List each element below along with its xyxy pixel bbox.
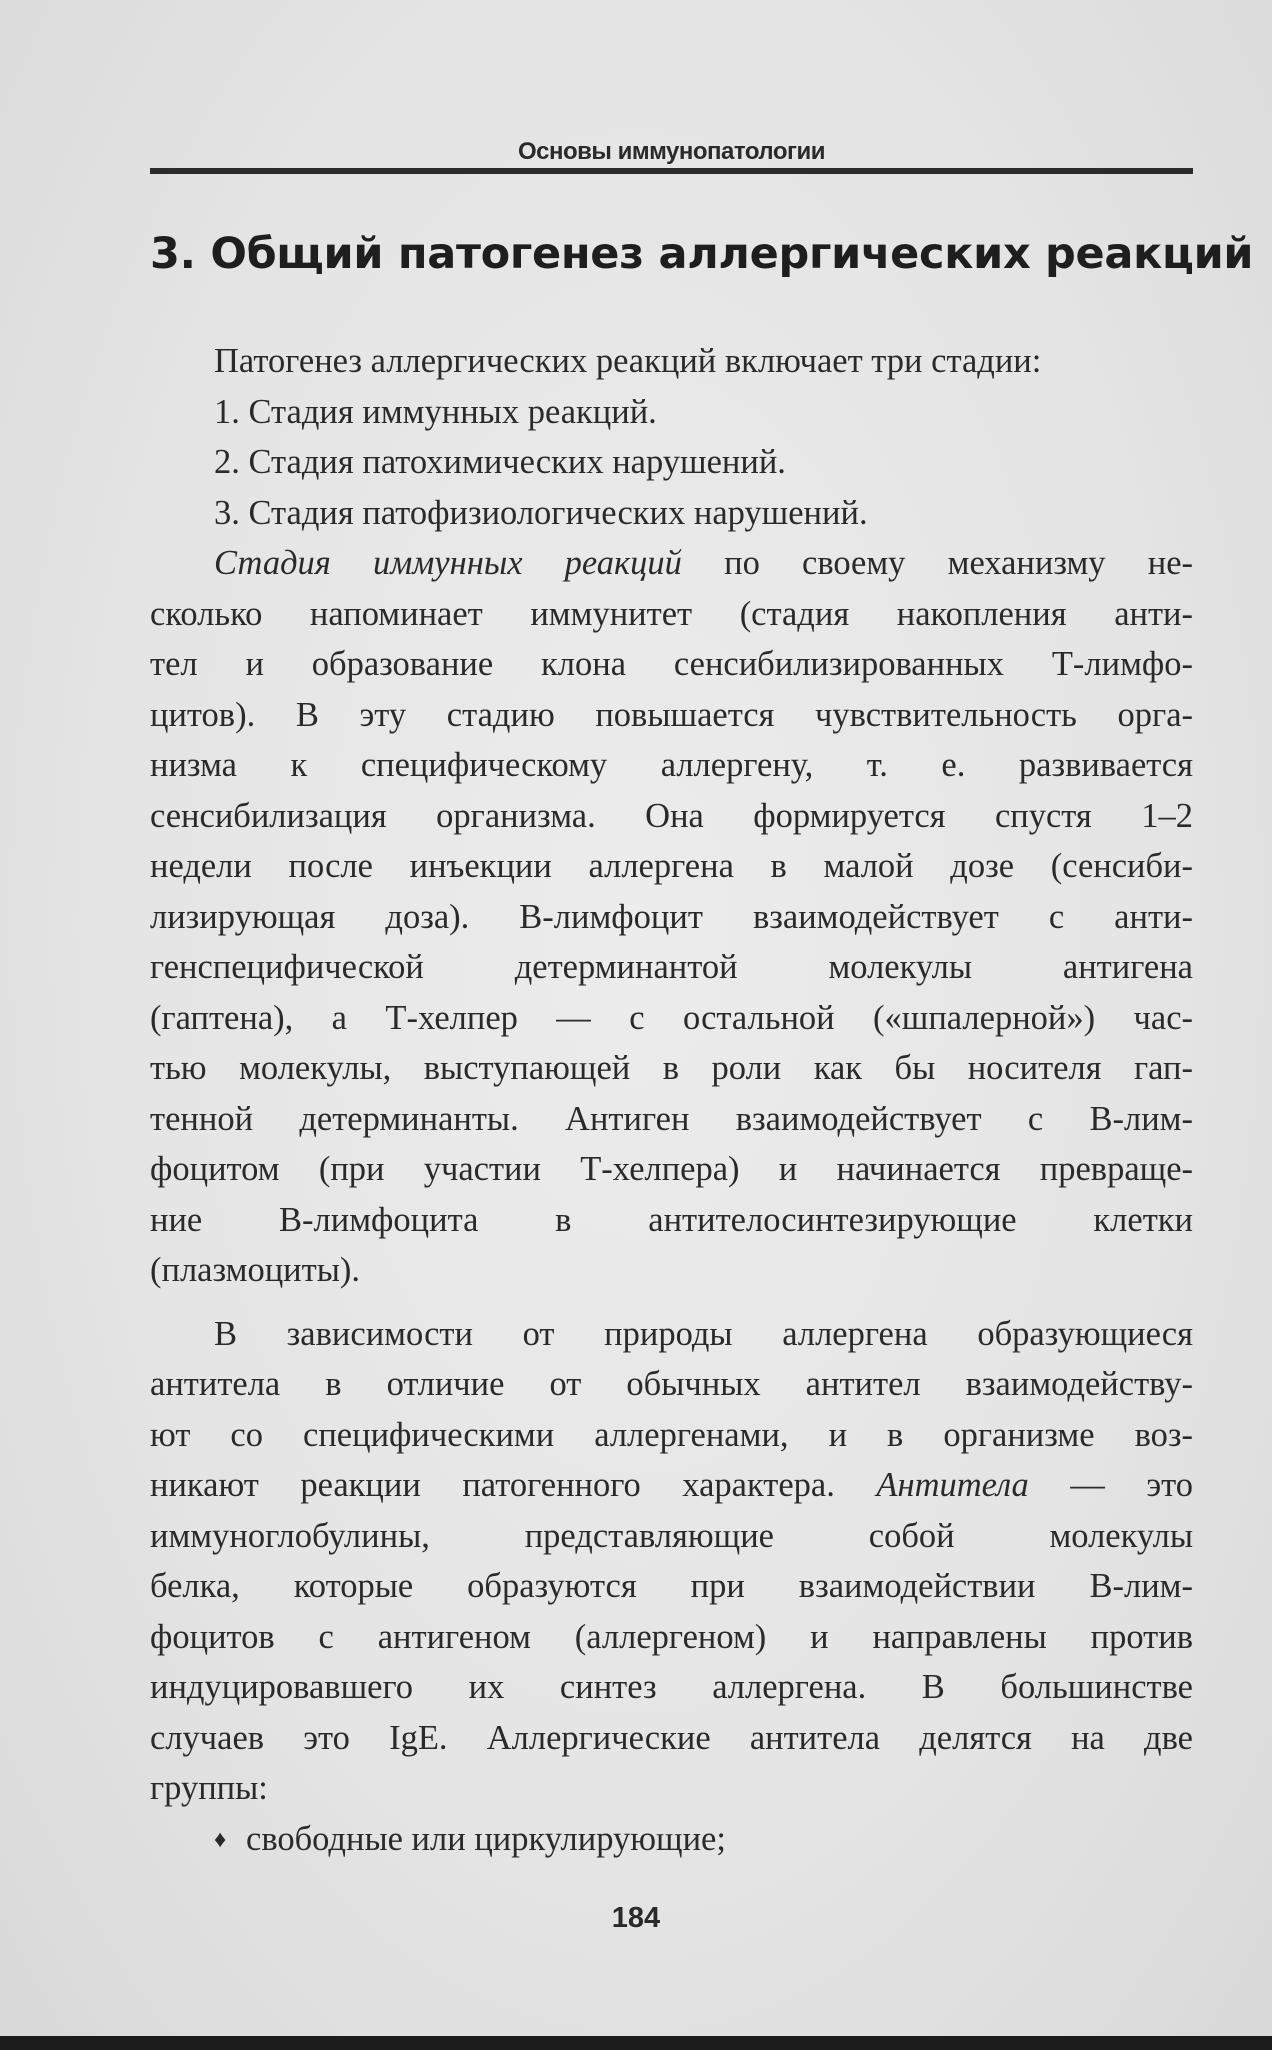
paragraph-line: низма к специфическому аллергену, т. е. развивается [150,746,1193,784]
paragraph-line: В зависимости от природы аллергена образующиеся [214,1314,1193,1353]
paragraph-line: белка, которые образуются при взаимодействии В-лим- [150,1567,1193,1605]
paragraph-line: сенсибилизация организма. Она формируется спустя 1–2 [150,796,1193,835]
paragraph-line: индуцировавшего их синтез аллергена. В большинстве [150,1668,1193,1706]
paragraph-line: фоцитом (при участии Т-хелпера) и начинается превраще- [150,1150,1193,1188]
page-number: 184 [611,1902,661,1934]
bullet-item-text: свободные или циркулирующие; [246,1819,726,1858]
paragraph-line: генспецифической детерминантой молекулы антигена [150,948,1193,986]
stage-item: 2. Стадия патохимических нарушений. [214,443,786,481]
body-text [150,336,1193,1864]
chapter-title: 3. Общий патогенез аллергических реакций [150,229,1254,279]
paragraph-line: случаев это IgE. Аллергические антитела делятся на две [150,1718,1193,1757]
header-rule [150,168,1193,174]
paragraph-line: цитов). В эту стадию повышается чувствительность орга- [150,695,1193,734]
paragraph-line: (плазмоциты). [150,1251,360,1289]
paragraph-line [150,538,1193,589]
paragraph-line: тенной детерминанты. Антиген взаимодействует с В-лим- [150,1099,1193,1138]
paragraph-line [150,1460,1193,1511]
bullet-item [150,1814,1193,1865]
italic-term: Стадия иммунных реакций [214,544,682,582]
text-run: никают реакции патогенного характера. [150,1466,877,1504]
paragraph-line: иммуноглобулины, представляющие собой молекулы [150,1516,1193,1555]
italic-term: Антитела [876,1466,1029,1504]
paragraph-line: лизирующая доза). В-лимфоцит взаимодействует с анти- [150,897,1193,936]
paragraph-line: группы: [150,1769,268,1807]
paragraph-line: антитела в отличие от обычных антител взаимодейству- [150,1365,1193,1403]
paragraph-line: недели после инъекции аллергена в малой дозе (сенсиби- [150,847,1193,885]
paragraph-line: сколько напоминает иммунитет (стадия накопления анти- [150,594,1193,633]
paragraph-line: ние В-лимфоцита в антителосинтезирующие клетки [150,1200,1193,1239]
paragraph-line: ют со специфическими аллергенами, и в организме воз- [150,1415,1193,1454]
text-run: по своему механизму не- [681,544,1194,582]
stage-item: 3. Стадия патофизиологических нарушений. [214,493,868,532]
paragraph-line: фоцитов с антигеном (аллергеном) и направлены против [150,1617,1193,1656]
page-bottom-edge [0,2036,1272,2050]
diamond-bullet-icon: ♦ [214,1826,227,1853]
intro-line: Патогенез аллергических реакций включает три стадии: [214,342,1042,380]
stage-item: 1. Стадия иммунных реакций. [214,392,657,431]
paragraph-line: тел и образование клона сенсибилизированных Т-лимфо- [150,645,1193,683]
paragraph-line: тью молекулы, выступающей в роли как бы носителя гап- [150,1049,1193,1087]
paragraph-line: (гаптена), а Т-хелпер — с остальной («шпалерной») час- [150,998,1193,1037]
running-head: Основы иммунопатологии [518,138,825,165]
text-run: — это [1028,1466,1193,1504]
